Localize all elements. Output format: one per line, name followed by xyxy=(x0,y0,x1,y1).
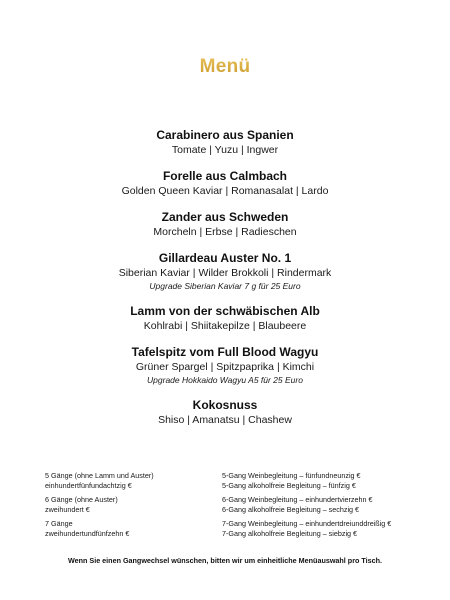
menu-price-value: zweihundert € xyxy=(45,505,90,514)
course-upgrade-note: Upgrade Siberian Kaviar 7 g für 25 Euro xyxy=(149,281,301,291)
course-name: Zander aus Schweden xyxy=(161,210,289,224)
course-item xyxy=(0,251,450,292)
non-alcoholic-pairing-price: 5-Gang alkoholfreie Begleitung – fünfzig € xyxy=(222,481,356,490)
menu-price-value: zweihundertundfünfzehn € xyxy=(45,529,130,538)
course-upgrade-note: Upgrade Hokkaido Wagyu A5 für 25 Euro xyxy=(147,375,303,385)
course-name: Gillardeau Auster No. 1 xyxy=(158,251,292,265)
non-alcoholic-pairing-price: 7-Gang alkoholfreie Begleitung – siebzig € xyxy=(222,529,358,538)
menu-price xyxy=(45,495,222,515)
course-count-label: 6 Gänge (ohne Auster) xyxy=(45,495,118,504)
pricing-row xyxy=(45,519,425,539)
course-item xyxy=(0,304,450,333)
course-count-label: 5 Gänge (ohne Lamm und Auster) xyxy=(45,471,154,480)
wine-pairing-price: 7-Gang Weinbegleitung – einhundertdreiunddreißig € xyxy=(222,519,392,528)
course-item xyxy=(0,169,450,198)
wine-pairing-price: 6-Gang Weinbegleitung – einhundertvierzehn € xyxy=(222,495,373,504)
course-components: Siberian Kaviar | Wilder Brokkoli | Rindermark xyxy=(118,267,332,279)
course-count-label: 7 Gänge xyxy=(45,519,73,528)
course-components: Golden Queen Kaviar | Romanasalat | Lardo xyxy=(121,185,329,197)
course-components: Kohlrabi | Shiitakepilze | Blaubeere xyxy=(143,320,307,332)
course-name: Tafelspitz vom Full Blood Wagyu xyxy=(131,345,319,359)
menu-price xyxy=(45,519,222,539)
course-item xyxy=(0,345,450,386)
menu-price-value: einhundertfünfundachtzig € xyxy=(45,481,132,490)
course-list xyxy=(0,128,450,439)
menu-price xyxy=(45,471,222,491)
pricing-row xyxy=(45,471,425,491)
course-components: Shiso | Amanatsu | Chashew xyxy=(158,414,292,426)
non-alcoholic-pairing-price: 6-Gang alkoholfreie Begleitung – sechzig € xyxy=(222,505,360,514)
pricing-section xyxy=(45,471,425,543)
course-item xyxy=(0,210,450,239)
pairing-prices xyxy=(222,471,425,491)
course-name: Carabinero aus Spanien xyxy=(156,128,294,142)
course-name: Lamm von der schwäbischen Alb xyxy=(130,304,320,318)
course-components: Tomate | Yuzu | Ingwer xyxy=(171,144,279,156)
course-item xyxy=(0,398,450,427)
course-name: Kokosnuss xyxy=(192,398,258,412)
course-name: Forelle aus Calmbach xyxy=(162,169,288,183)
course-change-note: Wenn Sie einen Gangwechsel wünschen, bitten wir um einheitliche Menüauswahl pro Tisch. xyxy=(67,556,383,565)
course-item xyxy=(0,128,450,157)
menu-title: Menü xyxy=(0,56,450,78)
wine-pairing-price: 5-Gang Weinbegleitung – fünfundneunzig € xyxy=(222,471,361,480)
pricing-row xyxy=(45,495,425,515)
pairing-prices xyxy=(222,519,425,539)
course-components: Morcheln | Erbse | Radieschen xyxy=(153,226,297,238)
pairing-prices xyxy=(222,495,425,515)
course-components: Grüner Spargel | Spitzpaprika | Kimchi xyxy=(135,361,315,373)
